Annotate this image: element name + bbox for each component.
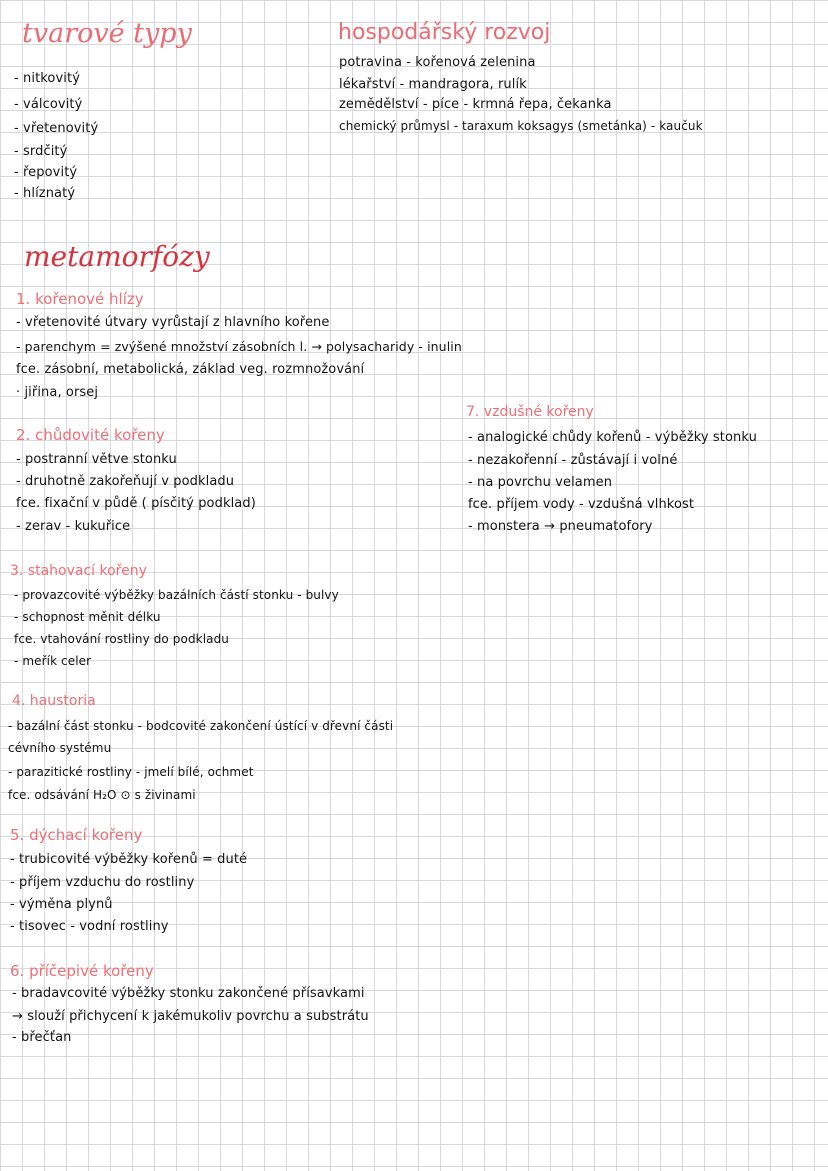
shape-type-item: - řepovitý [14, 165, 78, 180]
shape-type-item: - nitkovitý [14, 71, 80, 86]
section-heading-clinging-roots: 6. příčepivé kořeny [10, 962, 154, 980]
section-line: → slouží přichycení k jakémukoliv povrchu a substrátu [12, 1009, 369, 1024]
section-line: fce. příjem vody - vzdušná vlhkost [468, 497, 695, 512]
economic-item: lékařství - mandragora, rulík [339, 77, 527, 92]
section-line: - příjem vzduchu do rostliny [10, 875, 195, 890]
economic-item: zemědělství - píce - krmná řepa, čekanka [339, 97, 612, 112]
section-line: - břečťan [12, 1030, 72, 1045]
section-line: - nezakořenní - zůstávají i volné [468, 453, 678, 468]
shape-type-item: - vřetenovitý [14, 121, 99, 136]
section-line: - parenchym = zvýšené množství zásobních l. → polysacharidy - inulin [16, 339, 462, 354]
section-line: - bradavcovité výběžky stonku zakončené přísavkami [12, 986, 365, 1001]
section-line: fce. vtahování rostliny do podkladu [14, 632, 230, 646]
section-heading-haustoria: 4. haustoria [12, 693, 96, 709]
section-line: - meřík celer [14, 654, 92, 668]
section-heading-stilt-roots: 2. chůdovité kořeny [16, 426, 165, 444]
section-line: - zerav - kukuřice [16, 519, 131, 534]
metamorphoses-title: metamorfózy [24, 240, 210, 273]
section-heading-contractile-roots: 3. stahovací kořeny [10, 563, 147, 579]
section-line: fce. odsávání H₂O ⊙ s živinami [8, 788, 196, 802]
section-line: - schopnost měnit délku [14, 610, 161, 624]
section-heading-aerial-roots: 7. vzdušné kořeny [466, 404, 594, 420]
section-line: fce. fixační v půdě ( písčitý podklad) [16, 496, 256, 511]
section-line: · jiřina, orsej [16, 385, 99, 400]
section-heading-breathing-roots: 5. dýchací kořeny [10, 826, 143, 844]
section-heading-tubers: 1. kořenové hlízy [16, 290, 144, 308]
section-line: - monstera → pneumatofory [468, 519, 653, 534]
section-line: - postranní větve stonku [16, 452, 177, 467]
shape-types-title: tvarové typy [22, 18, 192, 49]
section-line: - bazální část stonku - bodcovité zakončení ústící v dřevní části [8, 719, 394, 733]
shape-type-item: - válcovitý [14, 97, 83, 112]
shape-type-item: - hlíznatý [14, 186, 76, 201]
economic-title: hospodářský rozvoj [338, 20, 551, 45]
economic-item: potravina - kořenová zelenina [339, 55, 536, 70]
section-line: - na povrchu velamen [468, 475, 613, 490]
section-line: - tisovec - vodní rostliny [10, 919, 169, 934]
economic-item: chemický průmysl - taraxum koksagys (smetánka) - kaučuk [339, 119, 703, 133]
section-line: - vřetenovité útvary vyrůstají z hlavního kořene [16, 315, 330, 330]
section-line: - trubicovité výběžky kořenů = duté [10, 852, 248, 867]
shape-type-item: - srdčitý [14, 144, 68, 159]
section-line: - druhotně zakořeňují v podkladu [16, 474, 235, 489]
section-line: - provazcovité výběžky bazálních částí stonku - bulvy [14, 588, 339, 602]
section-line: - analogické chůdy kořenů - výběžky stonku [468, 430, 757, 445]
section-line: cévního systému [8, 741, 112, 755]
section-line: - parazitické rostliny - jmelí bílé, ochmet [8, 765, 254, 779]
section-line: - výměna plynů [10, 897, 113, 912]
section-line: fce. zásobní, metabolická, základ veg. rozmnožování [16, 362, 365, 377]
